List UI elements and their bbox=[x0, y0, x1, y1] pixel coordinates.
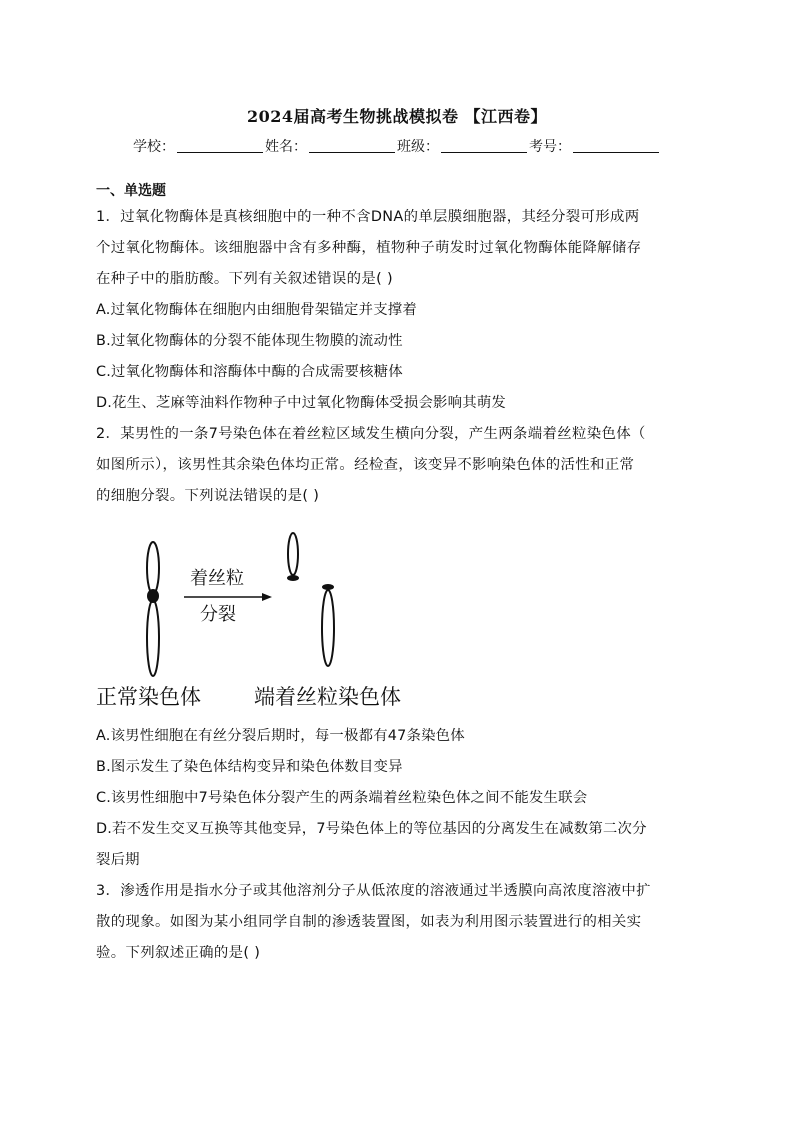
exam-no-label: 考号： bbox=[529, 139, 571, 155]
q2-option-c: C.该男性细胞中7号染色体分裂产生的两条端着丝粒染色体之间不能发生联会 bbox=[96, 790, 588, 806]
school-blank[interactable] bbox=[177, 138, 263, 153]
class-label: 班级： bbox=[397, 139, 439, 155]
q2-stem-line: 如图所示），该男性其余染色体均正常。经检查，该变异不影响染色体的活性和正常 bbox=[96, 457, 635, 473]
q1-stem-line: 1．过氧化物酶体是真核细胞中的一种不含DNA的单层膜细胞器，其经分裂可形成两 bbox=[96, 209, 640, 225]
exam-no-blank[interactable] bbox=[573, 138, 659, 153]
q1-option-b: B.过氧化物酶体的分裂不能体现生物膜的流动性 bbox=[96, 333, 403, 349]
normal-chromosome-long-arm bbox=[147, 600, 159, 676]
q2-stem-line: 2．某男性的一条7号染色体在着丝粒区域发生横向分裂，产生两条端着丝粒染色体（ bbox=[96, 426, 646, 442]
school-label: 学校： bbox=[133, 139, 175, 155]
telocentric-short-centromere bbox=[287, 575, 299, 581]
arrow-label-top: 着丝粒 bbox=[190, 568, 244, 589]
q2-option-d: D.若不发生交叉互换等其他变异，7号染色体上的等位基因的分离发生在减数第二次分 bbox=[96, 821, 647, 837]
telocentric-chromosome-caption: 端着丝粒染色体 bbox=[254, 685, 401, 709]
arrow-label-bottom: 分裂 bbox=[200, 604, 236, 625]
q3-stem-line: 散的现象。如图为某小组同学自制的渗透装置图，如表为利用图示装置进行的相关实 bbox=[96, 914, 642, 930]
section-title: 一、单选题 bbox=[96, 183, 166, 199]
name-blank[interactable] bbox=[309, 138, 395, 153]
q1-stem-line: 在种子中的脂肪酸。下列有关叙述错误的是( ) bbox=[96, 271, 393, 287]
telocentric-long-arm bbox=[322, 590, 334, 666]
q1-option-d: D.花生、芝麻等油料作物种子中过氧化物酶体受损会影响其萌发 bbox=[96, 395, 507, 411]
normal-centromere bbox=[147, 589, 159, 603]
q2-option-a: A.该男性细胞在有丝分裂后期时，每一极都有47条染色体 bbox=[96, 728, 465, 744]
q1-option-c: C.过氧化物酶体和溶酶体中酶的合成需要核糖体 bbox=[96, 364, 403, 380]
chromosome-figure bbox=[96, 528, 426, 714]
q2-option-d-continued: 裂后期 bbox=[96, 852, 140, 868]
q1-option-a: A.过氧化物酶体在细胞内由细胞骨架锚定并支撑着 bbox=[96, 302, 417, 318]
q2-stem-line: 的细胞分裂。下列说法错误的是( ) bbox=[96, 488, 320, 504]
name-label: 姓名： bbox=[265, 139, 307, 155]
arrow-head bbox=[262, 593, 272, 601]
q3-stem-line: 3．渗透作用是指水分子或其他溶剂分子从低浓度的溶液通过半透膜向高浓度溶液中扩 bbox=[96, 883, 651, 899]
q2-option-b: B.图示发生了染色体结构变异和染色体数目变异 bbox=[96, 759, 403, 775]
class-blank[interactable] bbox=[441, 138, 527, 153]
q1-stem-line: 个过氧化物酶体。该细胞器中含有多种酶，植物种子萌发时过氧化物酶体能降解储存 bbox=[96, 240, 642, 256]
normal-chromosome-caption: 正常染色体 bbox=[96, 685, 201, 709]
telocentric-short-arm bbox=[288, 533, 298, 575]
student-info-row bbox=[0, 136, 794, 156]
exam-title: 2024届高考生物挑战模拟卷 【江西卷】 bbox=[246, 107, 548, 126]
q3-stem-line: 验。下列叙述正确的是( ) bbox=[96, 945, 261, 961]
normal-chromosome-short-arm bbox=[147, 542, 159, 594]
